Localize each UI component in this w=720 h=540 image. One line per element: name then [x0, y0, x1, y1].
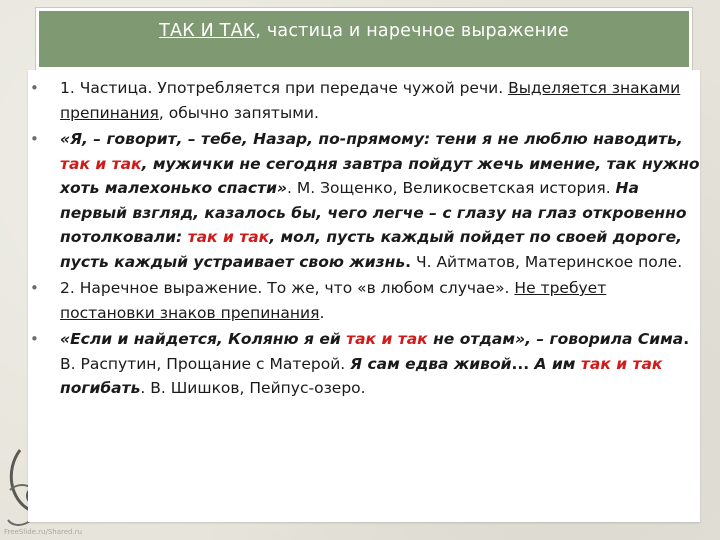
ellipsis: ... — [511, 354, 530, 373]
bullet: • — [30, 130, 39, 148]
quote-aitmatov-1: На первый взгляд, казалось бы, чего легче – с глазу на глаз откровенно потолковали: — [60, 179, 687, 246]
title-main: ТАК И ТАК — [159, 21, 256, 41]
quote-zoshchenko-2: , мужички не сегодня завтра пойдут жечь имение, так нужно хоть малехонько спасти» — [60, 154, 700, 197]
quote-shishkov-3: погибать — [60, 379, 141, 397]
highlight-tak-i-tak: так и так — [60, 154, 142, 173]
title-band — [36, 8, 692, 70]
source-shishkov: . В. Шишков, Пейпус-озеро. — [140, 379, 366, 397]
list-item — [30, 327, 700, 401]
watermark: FreeSlide.ru/Shared.ru — [4, 528, 83, 536]
item1-text: 1. Частица. Употребляется при передаче чужой речи. — [60, 79, 509, 97]
list-item — [30, 276, 700, 325]
dot: . — [683, 330, 690, 348]
list-item — [30, 127, 700, 274]
item1-underlined: Выделяется знаками препинания — [60, 79, 681, 122]
bullet: • — [30, 279, 39, 297]
item3-underlined: Не требует постановки знаков препинания — [60, 279, 607, 322]
slide-title — [39, 21, 689, 41]
quote-rasputin-2: не отдам», – говорила Сима — [427, 330, 684, 348]
quote-rasputin-1: «Если и найдется, Коляню я ей — [60, 330, 347, 348]
quote-aitmatov-2: , мол, пусть каждый пойдет по своей дороге, пусть каждый устраивает свою жизнь — [60, 228, 683, 271]
quote-shishkov-2: А им — [529, 354, 581, 373]
item3-tail: . — [319, 303, 325, 322]
item3-text: 2. Наречное выражение. То же, что «в любом случае». — [60, 279, 515, 297]
content-list — [30, 76, 700, 403]
source-aitmatov: Ч. Айтматов, Материнское поле. — [411, 252, 683, 271]
highlight-tak-i-tak: так и так — [187, 228, 270, 246]
highlight-tak-i-tak: так и так — [346, 330, 428, 348]
dot: . — [605, 179, 616, 197]
list-item — [30, 76, 700, 125]
highlight-tak-i-tak: так и так — [580, 354, 663, 373]
dot: . — [405, 252, 412, 271]
source-zoshchenko: . М. Зощенко, Великосветская история — [287, 179, 606, 197]
title-rest: , частица и наречное выражение — [255, 21, 569, 41]
bullet: • — [30, 330, 39, 348]
source-rasputin: В. Распутин, Прощание с Матерой. — [60, 354, 351, 373]
quote-shishkov-1: Я сам едва живой — [350, 354, 512, 373]
item1-tail: , обычно запятыми. — [158, 103, 319, 122]
bullet: • — [30, 79, 39, 97]
quote-zoshchenko-1: «Я, – говорит, – тебе, Назар, по-прямому: тени я не люблю наводить, — [60, 130, 683, 148]
